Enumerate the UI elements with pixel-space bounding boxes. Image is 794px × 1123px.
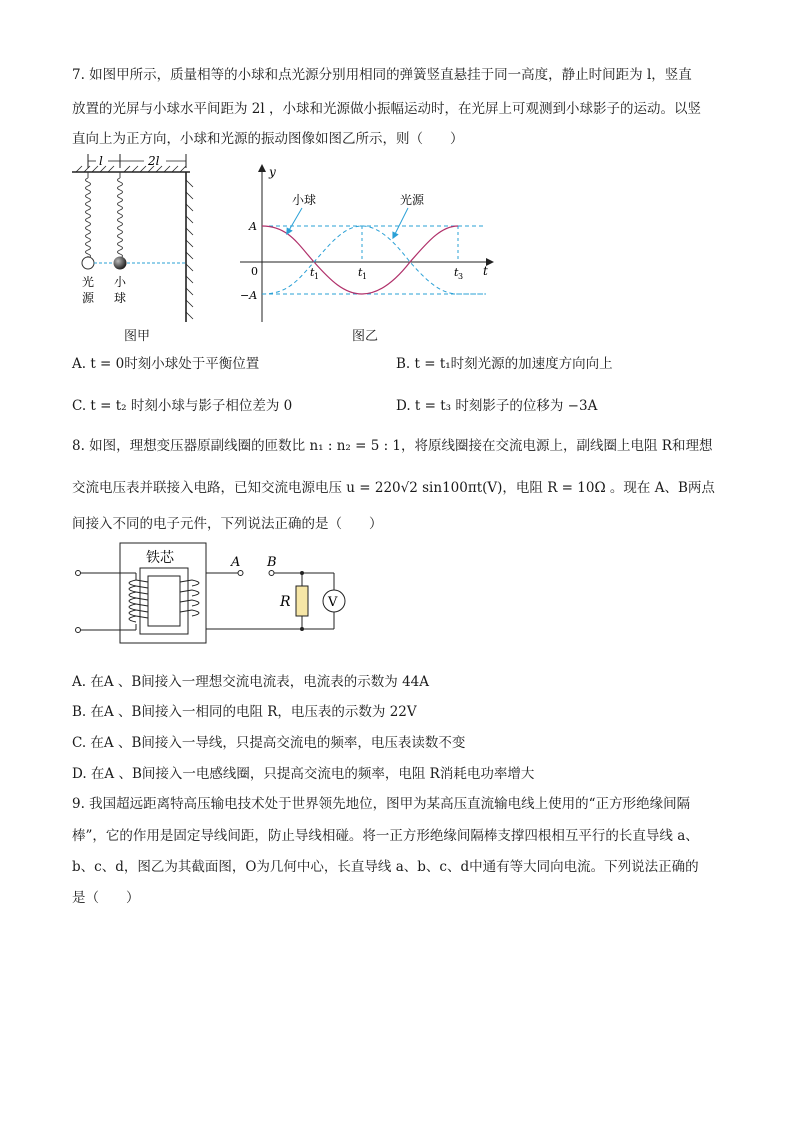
light-label-2: 源	[82, 291, 95, 305]
q8-option-b[interactable]: B. 在A 、B间接入一相同的电阻 R，电压表的示数为 22V	[72, 704, 417, 720]
q9-stem-line-2: 棒”，它的作用是固定导线间距，防止导线相碰。将一正方形绝缘间隔棒支撑四根相互平行的长直导线 a、	[72, 828, 699, 844]
q9-stem-line-4: 是（ ）	[72, 890, 140, 906]
resistor-label: R	[280, 594, 291, 610]
q7-option-b[interactable]: B. t = t₁时刻光源的加速度方向向上	[396, 356, 613, 372]
light-source	[82, 257, 94, 269]
axis-t-label: t	[483, 264, 488, 278]
caption-yi: 图乙	[352, 329, 379, 344]
tick-t1-b: t	[358, 266, 363, 279]
q8-stem-line-3: 间接入不同的电子元件，下列说法正确的是（ ）	[72, 516, 383, 532]
ball-label-1: 小	[114, 275, 127, 289]
dim-2l-label: 2l	[148, 154, 160, 168]
q8-transformer-circuit	[68, 540, 358, 650]
q8-option-c[interactable]: C. 在A 、B间接入一导线，只提高交流电的频率，电压表读数不变	[72, 735, 466, 751]
origin-label: 0	[251, 265, 258, 278]
terminal-a-label: A	[231, 555, 241, 570]
light-label-1: 光	[82, 275, 95, 289]
q7-stem-line-1: 7. 如图甲所示，质量相等的小球和点光源分别用相同的弹簧竖直悬挂于同一高度，静止时间距为 l，竖直	[72, 67, 692, 83]
caption-jia: 图甲	[124, 329, 151, 344]
tick-t3: t	[454, 266, 459, 279]
q8-stem-line-2: 交流电压表并联接入电路，已知交流电源电压 u = 220√2 sin100πt(V)，电阻 R = 10Ω 。现在 A、B两点	[72, 480, 715, 496]
terminal-b-label: B	[267, 555, 277, 570]
dim-l-label: l	[99, 154, 103, 168]
tick-t1-b-sub: 1	[362, 272, 368, 281]
q9-stem-line-3: b、c、d，图乙为其截面图，O为几何中心，长直导线 a、b、c、d中通有等大同向电流。下列说法正确的	[72, 859, 699, 875]
q7-figure-yi	[236, 162, 506, 324]
label-light: 光源	[400, 193, 425, 207]
small-ball	[114, 257, 127, 270]
label-ball: 小球	[292, 193, 317, 207]
tick-t1-a: t	[310, 266, 315, 279]
axis-y-label: y	[269, 165, 276, 179]
q8-option-d[interactable]: D. 在A 、B间接入一电感线圈，只提高交流电的频率，电阻 R消耗电功率增大	[72, 766, 535, 782]
light-curve	[262, 226, 486, 294]
q7-figure-jia	[66, 150, 206, 340]
q9-stem-line-1: 9. 我国超远距离特高压输电技术处于世界领先地位，图甲为某高压直流输电线上使用的“正方形绝缘间隔	[72, 796, 691, 812]
ball-label-2: 球	[114, 291, 127, 305]
q8-option-a[interactable]: A. 在A 、B间接入一理想交流电流表，电流表的示数为 44A	[72, 674, 430, 690]
core-label: 铁芯	[146, 550, 174, 566]
q7-option-a[interactable]: A. t = 0时刻小球处于平衡位置	[72, 356, 260, 372]
tick-t3-sub: 3	[458, 272, 464, 281]
q7-stem-line-2: 放置的光屏与小球水平间距为 2l ，小球和光源做小振幅运动时，在光屏上可观测到小球影子的运动。以竖	[72, 101, 701, 117]
tick-t1-a-sub: 1	[314, 272, 320, 281]
q7-stem-line-3: 直向上为正方向，小球和光源的振动图像如图乙所示，则（ ）	[72, 131, 464, 147]
q8-stem-line-1: 8. 如图，理想变压器原副线圈的匝数比 n₁ : n₂ = 5 : 1，将原线圈接在交流电源上，副线圈上电阻 R和理想	[72, 438, 713, 454]
ball-curve	[262, 226, 458, 294]
voltmeter-label: V	[328, 595, 338, 610]
amp-pos-label: A	[249, 220, 257, 233]
q7-option-c[interactable]: C. t = t₂ 时刻小球与影子相位差为 0	[72, 398, 293, 414]
amp-neg-label: −A	[240, 289, 258, 302]
resistor-r	[296, 586, 308, 616]
q7-option-d[interactable]: D. t = t₃ 时刻影子的位移为 −3A	[396, 398, 598, 414]
